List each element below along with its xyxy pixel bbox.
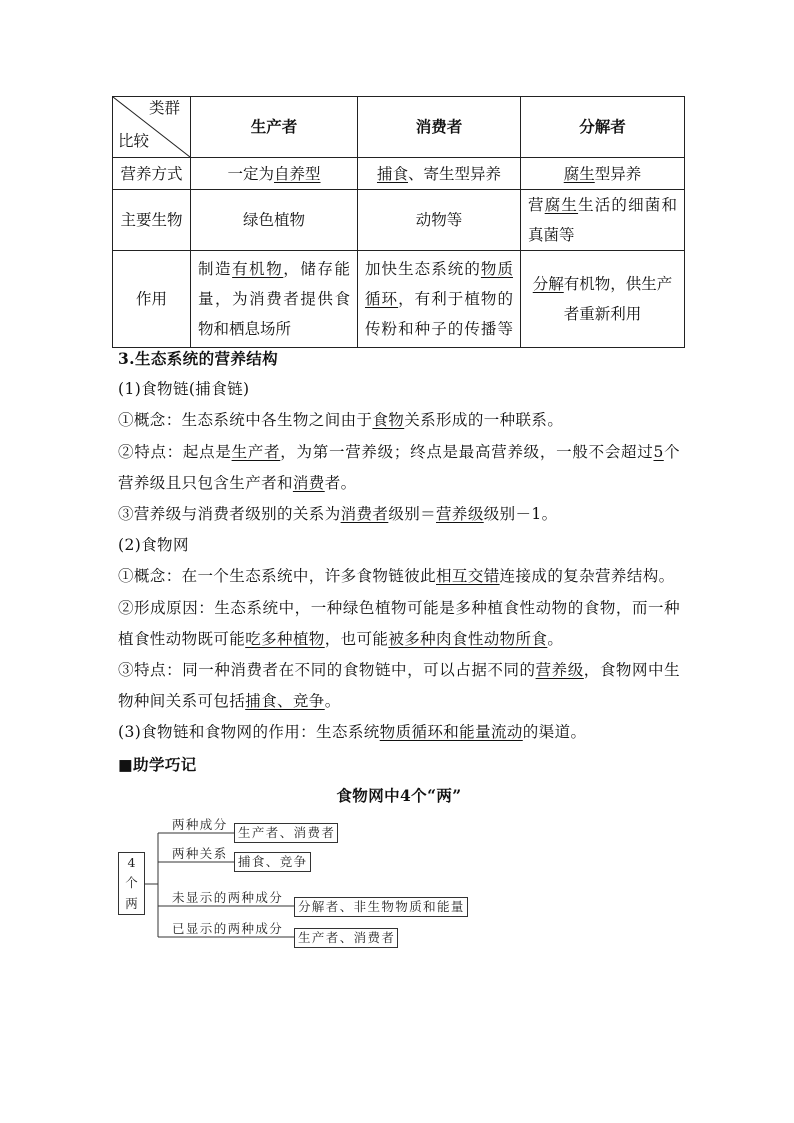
text-segment: 个	[663, 442, 680, 461]
text-segment: ①概念：生态系统中各生物之间由于	[118, 411, 373, 430]
text-segment: 。	[547, 629, 564, 648]
cell-line: 量，为消费者提供食	[198, 290, 350, 308]
text-segment: ，储存能	[283, 260, 350, 278]
root-char: 个	[125, 874, 138, 890]
underlined-term: 循环	[365, 290, 399, 308]
food-chain-concept	[118, 405, 680, 436]
underlined-term: 物质	[480, 260, 513, 278]
text-segment: 。	[324, 692, 341, 711]
food-chain-features-line1	[118, 437, 680, 468]
cell-line: 者重新利用	[563, 305, 642, 323]
organisms-producer: 绿色植物	[191, 190, 358, 251]
text-segment: 者。	[324, 473, 357, 492]
cell-line: 真菌等	[528, 226, 575, 244]
food-web-cause-line1: ②形成原因：生态系统中，一种绿色植物可能是多种植食性动物的食物，而一种	[118, 598, 680, 617]
text-segment: ，为第一营养级；终点是最高营养级，一般不会超过	[280, 442, 654, 461]
organisms-label: 主要生物	[113, 190, 191, 251]
cell-line	[528, 269, 677, 299]
organisms-consumer: 动物等	[358, 190, 521, 251]
branch-box-4: 生产者、消费者	[294, 928, 398, 948]
branch-label-2: 两种关系	[172, 846, 228, 861]
tip-title: 食物网中4个“两”	[336, 785, 462, 805]
role-decomposer	[521, 251, 685, 348]
nutrition-label: 营养方式	[113, 158, 191, 190]
text-segment: ，有利于植物的	[398, 290, 513, 308]
header-row	[113, 97, 685, 158]
underlined-term: 自养型	[274, 164, 321, 183]
text-segment: 级别＝	[388, 505, 437, 524]
cell-line	[198, 254, 350, 284]
text-segment: 营	[528, 196, 545, 214]
text-segment: ③特点：同一种消费者在不同的食物链中，可以占据不同的	[118, 661, 536, 680]
section-heading: 3.生态系统的营养结构	[118, 349, 279, 368]
text-segment: 有机物，供生产	[563, 275, 673, 293]
text-segment: ②特点：起点是	[118, 442, 232, 461]
food-web-concept	[118, 561, 680, 592]
text-segment: 制造	[198, 260, 233, 278]
role-consumer	[358, 251, 521, 348]
body-text	[118, 343, 680, 811]
text-segment: 生活的细菌和	[578, 196, 677, 214]
food-web-features-line1	[118, 655, 680, 686]
food-chain-features-line2	[118, 468, 680, 499]
cell-line	[528, 190, 677, 220]
text-segment: 物种间关系可包括	[118, 692, 246, 711]
cell-line: 传粉和种子的传播等	[365, 320, 513, 338]
food-web-features-line2	[118, 686, 680, 717]
role-row	[113, 251, 685, 348]
underlined-term: 营养级	[535, 661, 584, 680]
underlined-term: 捕食、竞争	[245, 692, 325, 711]
food-web-cause-line2	[118, 624, 680, 655]
underlined-term: 相互交错	[436, 567, 500, 586]
nutrition-row	[113, 158, 685, 190]
food-web-title: (2)食物网	[118, 536, 189, 555]
underlined-term: 吃多种植物	[245, 629, 325, 648]
underlined-term: 腐生	[563, 164, 595, 183]
food-chain-levels	[118, 499, 680, 530]
role-producer	[191, 251, 358, 348]
nutrition-producer	[191, 158, 358, 190]
underlined-term: 腐生	[544, 196, 579, 214]
underlined-term: 捕食	[376, 164, 408, 183]
tip-label: ■助学巧记	[118, 754, 197, 774]
text-segment: 级别－1。	[483, 505, 558, 524]
branch-label-4: 已显示的两种成分	[172, 921, 284, 936]
text-segment: 营养级且只包含生产者和	[118, 473, 293, 492]
function-line	[118, 717, 680, 748]
header-producer: 生产者	[191, 97, 358, 158]
text-segment: 、寄生型异养	[408, 164, 502, 183]
text-segment: 植食性动物既可能	[118, 629, 246, 648]
food-chain-title: (1)食物链(捕食链)	[118, 380, 250, 399]
cell-line	[365, 284, 513, 314]
text-segment: ③营养级与消费者级别的关系为	[118, 505, 341, 524]
text-segment: ，也可能	[324, 629, 389, 648]
branch-box-3: 分解者、非生物物质和能量	[294, 897, 468, 917]
text-segment: ，食物网中生	[583, 661, 681, 680]
corner-cell	[113, 97, 191, 158]
underlined-term: 5	[653, 442, 664, 461]
header-consumer: 消费者	[358, 97, 521, 158]
branch-label-3: 未显示的两种成分	[172, 890, 284, 905]
corner-top-label: 类群	[148, 99, 180, 117]
nutrition-decomposer	[521, 158, 685, 190]
text-segment: 的渠道。	[522, 723, 587, 742]
root-char: 4	[127, 854, 136, 870]
underlined-term: 营养级	[436, 505, 484, 524]
branch-box-1: 生产者、消费者	[234, 823, 338, 843]
nutrition-consumer	[358, 158, 521, 190]
text-segment: (3)食物链和食物网的作用：生态系统	[118, 723, 380, 742]
underlined-term: 被多种肉食性动物所食	[388, 629, 548, 648]
branch-box-2: 捕食、竞争	[234, 852, 311, 872]
text-segment: 关系形成的一种联系。	[404, 411, 564, 430]
underlined-term: 食物	[372, 411, 405, 430]
underlined-term: 消费	[292, 473, 325, 492]
underlined-term: 有机物	[232, 260, 284, 278]
branch-label-1: 两种成分	[172, 817, 228, 832]
underlined-term: 物质循环和能量流动	[379, 723, 523, 742]
cell-line	[365, 254, 513, 284]
underlined-term: 消费者	[340, 505, 389, 524]
organisms-row	[113, 190, 685, 251]
text-segment: ①概念：在一个生态系统中，许多食物链彼此	[118, 567, 437, 586]
text-segment: 加快生态系统的	[365, 260, 481, 278]
root-char: 两	[125, 896, 138, 912]
corner-bottom-label: 比较	[118, 132, 150, 150]
underlined-term: 分解	[532, 275, 564, 293]
text-segment: 型异养	[594, 164, 642, 183]
text-segment: 连接成的复杂营养结构。	[499, 567, 675, 586]
comparison-table	[112, 96, 685, 348]
organisms-decomposer	[521, 190, 685, 251]
underlined-term: 生产者	[231, 442, 281, 461]
text-segment: 一定为	[227, 164, 274, 183]
diagram-root-box	[118, 852, 145, 915]
cell-line: 物和栖息场所	[198, 320, 292, 338]
header-decomposer: 分解者	[521, 97, 685, 158]
role-label: 作用	[113, 251, 191, 348]
